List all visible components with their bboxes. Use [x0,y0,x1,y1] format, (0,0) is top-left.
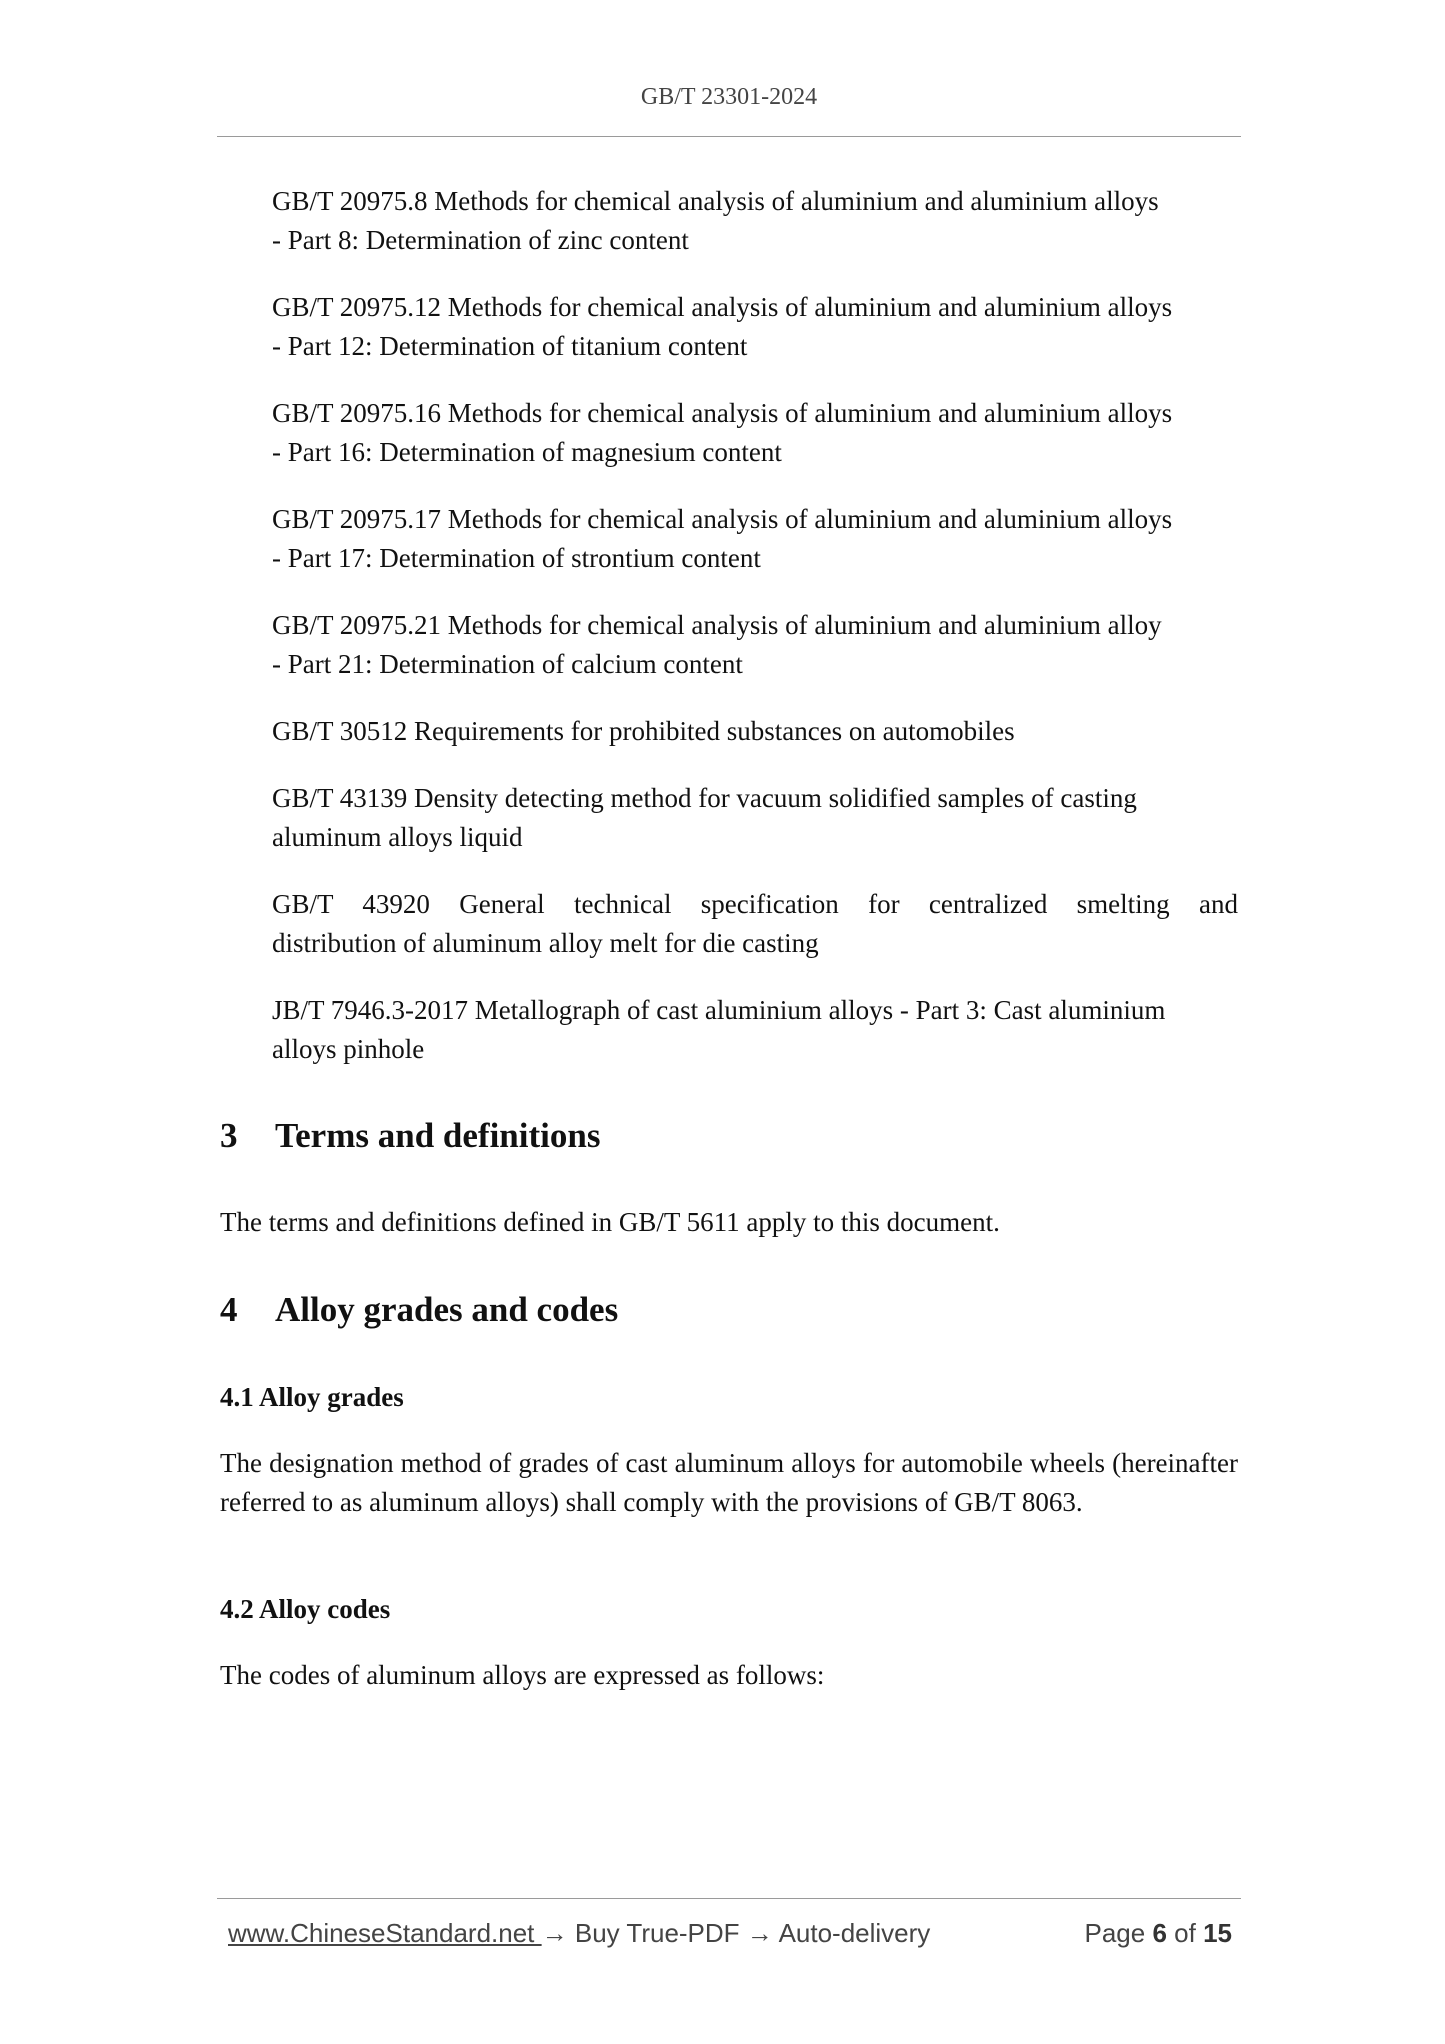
reference-line-2: - Part 16: Determination of magnesium content [272,437,782,467]
page-total: 15 [1203,1918,1232,1948]
subsection-4-2-body: The codes of aluminum alloys are expressed as follows: [220,1660,825,1690]
section-4-number: 4 [220,1290,238,1329]
section-4-title: Alloy grades and codes [275,1290,619,1329]
normative-references-list [272,182,1238,1097]
reference-line-2: aluminum alloys liquid [272,822,523,852]
reference-line-1: JB/T 7946.3-2017 Metallograph of cast aluminium alloys - Part 3: Cast aluminium [272,995,1166,1025]
site-link[interactable]: www.ChineseStandard.net [228,1918,542,1948]
reference-line-2: distribution of aluminum alloy melt for die casting [272,928,819,958]
page-current: 6 [1152,1918,1167,1948]
reference-item [272,712,1238,751]
arrow-right-icon: → [541,1918,568,1948]
reference-item [272,182,1238,260]
section-4-heading [220,1288,618,1332]
section-3-body: The terms and definitions defined in GB/T 5611 apply to this document. [220,1207,1000,1237]
header-divider [217,136,1241,137]
section-3-number: 3 [220,1116,238,1155]
footer-divider [217,1898,1241,1899]
subsection-4-2-heading: 4.2 Alloy codes [220,1594,391,1624]
reference-line-2: - Part 17: Determination of strontium content [272,543,761,573]
reference-line-2: - Part 8: Determination of zinc content [272,225,689,255]
reference-item [272,500,1238,578]
reference-line-1: GB/T 43920 General technical specification for centralized smelting and [272,889,1238,919]
reference-item [272,288,1238,366]
reference-line-1: GB/T 20975.21 Methods for chemical analysis of aluminium and aluminium alloy [272,610,1162,640]
reference-line-2: - Part 12: Determination of titanium content [272,331,748,361]
reference-item [272,779,1238,857]
footer-promo [228,1918,930,1949]
section-3-title: Terms and definitions [275,1116,601,1155]
reference-line-1: GB/T 20975.16 Methods for chemical analysis of aluminium and aluminium alloys [272,398,1173,428]
reference-item [272,606,1238,684]
reference-line-1: GB/T 30512 Requirements for prohibited substances on automobiles [272,716,1015,746]
subsection-4-1-body: The designation method of grades of cast aluminum alloys for automobile wheels (hereinafter referred to as aluminum alloys) shall comply with the provisions of GB/T 8063. [220,1448,1238,1517]
reference-line-1: GB/T 20975.8 Methods for chemical analysis of aluminium and aluminium alloys [272,186,1159,216]
page-of: of [1174,1918,1196,1948]
arrow-right-icon: → [746,1918,773,1948]
reference-item [272,394,1238,472]
delivery-text: Auto-delivery [772,1918,931,1948]
section-3-heading [220,1114,600,1158]
page-counter [1084,1918,1232,1949]
subsection-4-1-heading: 4.1 Alloy grades [220,1382,404,1412]
buy-text: Buy True-PDF [567,1918,747,1948]
reference-line-1: GB/T 43139 Density detecting method for vacuum solidified samples of casting [272,783,1137,813]
reference-line-1: GB/T 20975.17 Methods for chemical analysis of aluminium and aluminium alloys [272,504,1173,534]
reference-item [272,885,1238,963]
reference-line-2: alloys pinhole [272,1034,425,1064]
reference-line-2: - Part 21: Determination of calcium content [272,649,743,679]
page-header: GB/T 23301-2024 [640,84,818,110]
reference-line-1: GB/T 20975.12 Methods for chemical analysis of aluminium and aluminium alloys [272,292,1173,322]
reference-item [272,991,1238,1069]
page-label: Page [1084,1918,1146,1948]
